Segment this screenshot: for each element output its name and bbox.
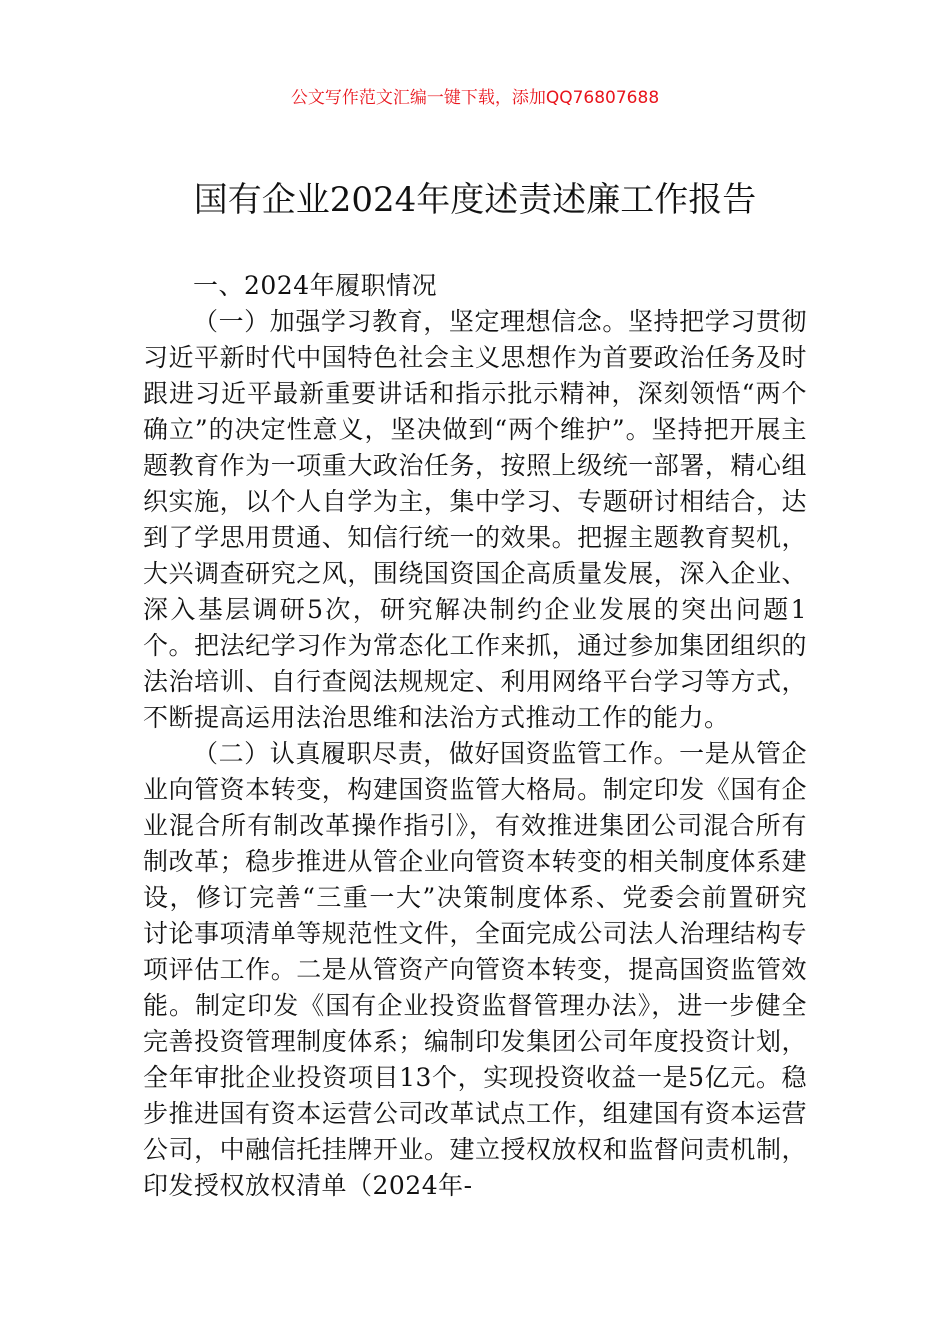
section-heading: 一、2024年履职情况 bbox=[193, 271, 438, 300]
header-note: 公文写作范文汇编一键下载，添加QQ76807688 bbox=[290, 88, 660, 108]
paragraph: （一）加强学习教育，坚定理想信念。坚持把学习贯彻习近平新时代中国特色社会主义思想作为首要政治任务及时跟进习近平最新重要讲话和指示批示精神，深刻领悟“两个确立”的决定性意义，坚决做到“两个维护”。坚持把开展主题教育作为一项重大政治任务，按照上级统一部署，精心组织实施，以个人自学为主，集中学习、专题研讨相结合，达到了学思用贯通、知信行统一的效果。把握主题教育契机，大兴调查研究之风，围绕国资国企高质量发展，深入企业、深入基层调研5次，研究解决制约企业发展的突出问题1个。把法纪学习作为常态化工作来抓，通过参加集团组织的法治培训、自行查阅法规规定、利用网络平台学习等方式，不断提高运用法治思维和法治方式推动工作的能力。 bbox=[143, 307, 807, 732]
paragraph: （二）认真履职尽责，做好国资监管工作。一是从管企业向管资本转变，构建国资监管大格局。制定印发《国有企业混合所有制改革操作指引》，有效推进集团公司混合所有制改革；稳步推进从管企业向管资本转变的相关制度体系建设，修订完善“三重一大”决策制度体系、党委会前置研究讨论事项清单等规范性文件，全面完成公司法人治理结构专项评估工作。二是从管资产向管资本转变，提高国资监管效能。制定印发《国有企业投资监督管理办法》，进一步健全完善投资管理制度体系；编制印发集团公司年度投资计划，全年审批企业投资项目13个，实现投资收益一是5亿元。稳步推进国有资本运营公司改革试点工作，组建国有资本运营公司，中融信托挂牌开业。建立授权放权和监督问责机制，印发授权放权清单（2024年- bbox=[143, 739, 807, 1200]
document-body bbox=[143, 268, 807, 1204]
document-title: 国有企业2024年度述责述廉工作报告 bbox=[193, 180, 757, 220]
